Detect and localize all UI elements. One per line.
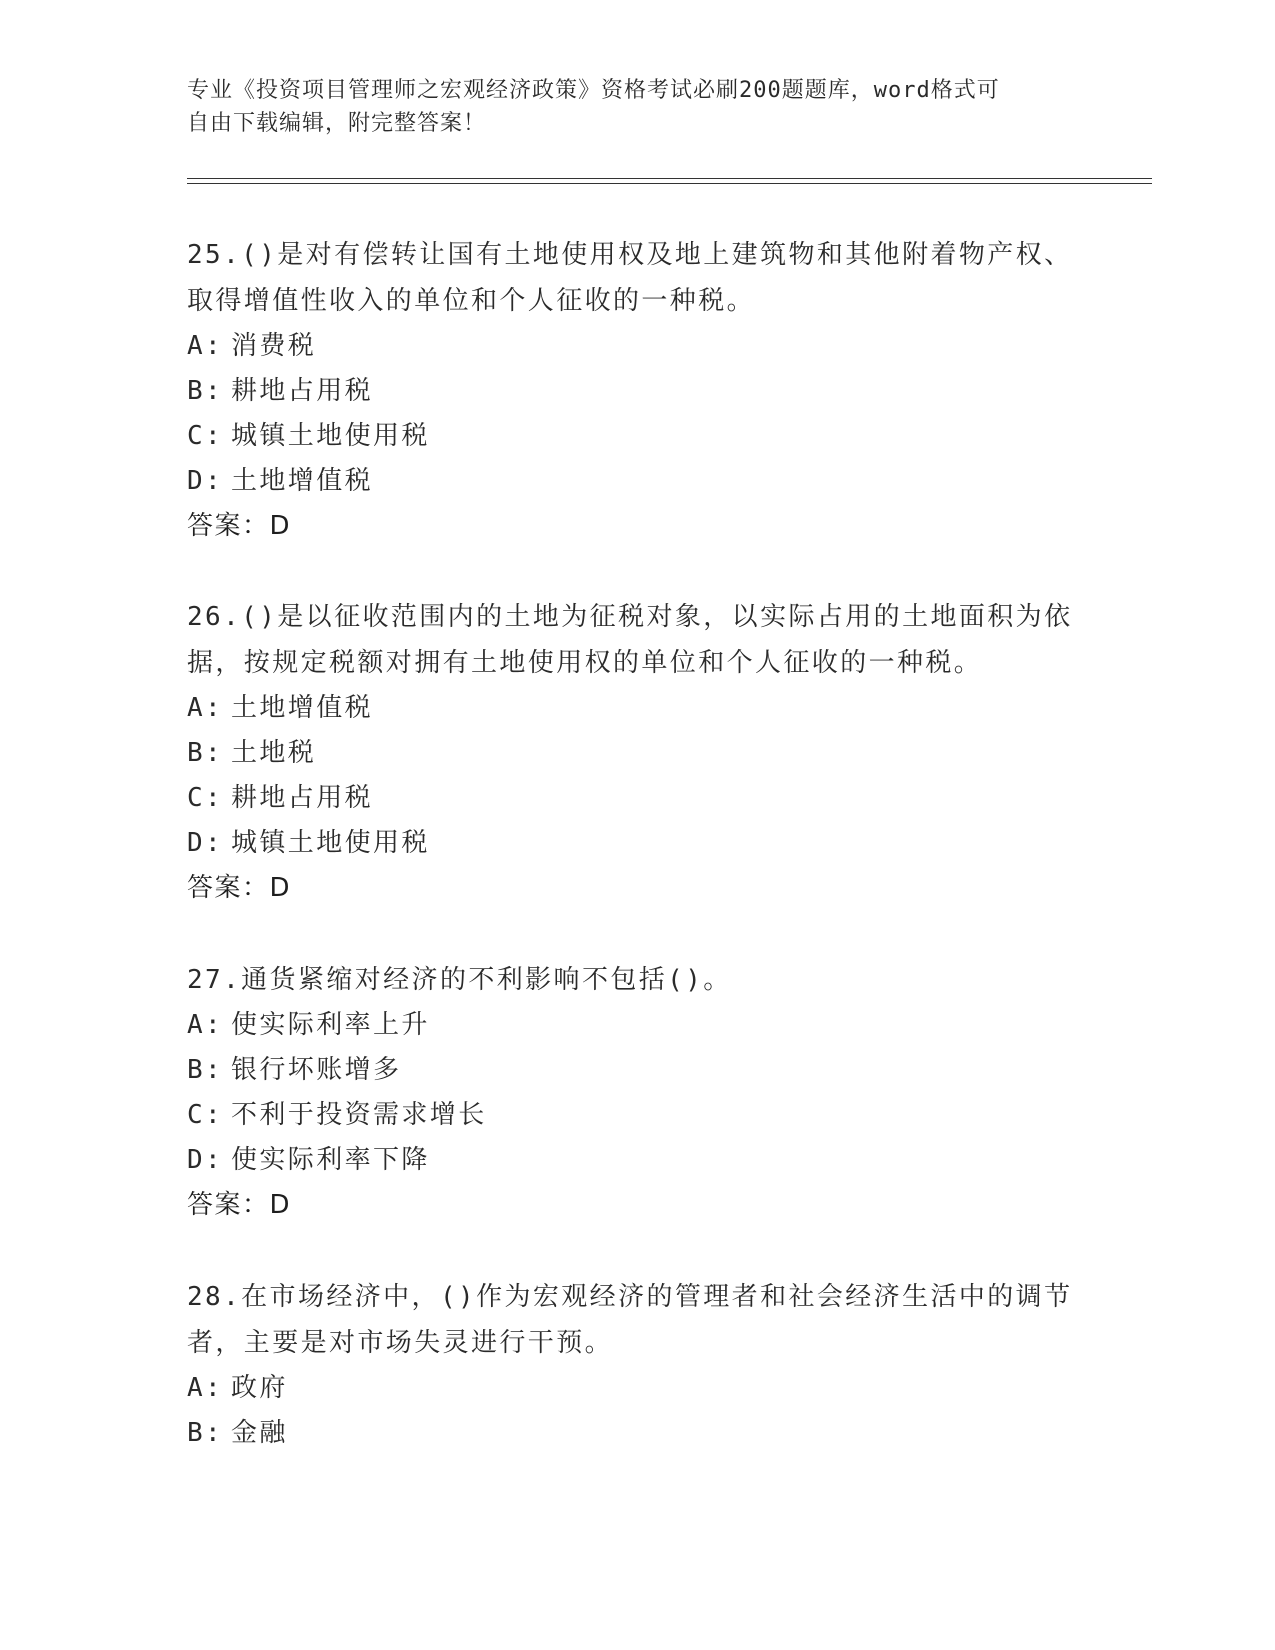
option-key: D: xyxy=(187,1145,224,1175)
question-stem-line-1: 27.通货紧缩对经济的不利影响不包括()。 xyxy=(187,965,732,995)
option-d xyxy=(187,459,1087,504)
question-26 xyxy=(187,594,1087,911)
option-a xyxy=(187,686,1087,731)
option-text: 土地增值税 xyxy=(231,693,374,723)
question-27 xyxy=(187,957,1087,1228)
option-key: C: xyxy=(187,1100,224,1130)
option-text: 不利于投资需求增长 xyxy=(231,1100,487,1130)
header-line-2: 自由下载编辑，附完整答案！ xyxy=(187,111,487,136)
answer-label: 答案：D xyxy=(187,511,292,541)
option-key: C: xyxy=(187,783,224,813)
option-key: A: xyxy=(187,1010,224,1040)
option-key: D: xyxy=(187,828,224,858)
option-text: 使实际利率下降 xyxy=(231,1145,430,1175)
option-text: 城镇土地使用税 xyxy=(231,828,430,858)
option-b xyxy=(187,1411,1087,1456)
option-text: 耕地占用税 xyxy=(231,783,374,813)
option-key: A: xyxy=(187,1373,224,1403)
answer-label: 答案：D xyxy=(187,873,292,903)
option-d xyxy=(187,1138,1087,1183)
option-key: C: xyxy=(187,421,224,451)
document-header xyxy=(187,74,1067,140)
option-text: 政府 xyxy=(231,1373,288,1403)
question-stem-line-1: 25.()是对有偿转让国有土地使用权及地上建筑物和其他附着物产权、 xyxy=(187,240,1073,270)
question-stem xyxy=(187,232,1087,324)
answer-label: 答案：D xyxy=(187,1190,292,1220)
option-b xyxy=(187,731,1087,776)
header-divider-top xyxy=(187,178,1152,179)
option-c xyxy=(187,414,1087,459)
option-text: 土地税 xyxy=(231,738,317,768)
option-c xyxy=(187,776,1087,821)
option-key: D: xyxy=(187,466,224,496)
question-stem-line-2: 据，按规定税额对拥有土地使用权的单位和个人征收的一种税。 xyxy=(187,648,983,678)
question-stem xyxy=(187,957,1087,1003)
option-key: B: xyxy=(187,376,224,406)
option-b xyxy=(187,1048,1087,1093)
option-text: 金融 xyxy=(231,1418,288,1448)
option-key: B: xyxy=(187,738,224,768)
option-text: 耕地占用税 xyxy=(231,376,374,406)
option-text: 使实际利率上升 xyxy=(231,1010,430,1040)
option-key: A: xyxy=(187,693,224,723)
option-key: B: xyxy=(187,1055,224,1085)
question-stem xyxy=(187,594,1087,686)
option-text: 土地增值税 xyxy=(231,466,374,496)
option-a xyxy=(187,1366,1087,1411)
question-stem-line-2: 者，主要是对市场失灵进行干预。 xyxy=(187,1328,614,1358)
header-line-1: 专业《投资项目管理师之宏观经济政策》资格考试必刷200题题库，word格式可 xyxy=(187,78,1000,103)
question-28 xyxy=(187,1274,1087,1456)
option-text: 城镇土地使用税 xyxy=(231,421,430,451)
option-key: B: xyxy=(187,1418,224,1448)
option-a xyxy=(187,324,1087,369)
question-stem-line-1: 26.()是以征收范围内的土地为征税对象，以实际占用的土地面积为依 xyxy=(187,602,1073,632)
question-25 xyxy=(187,232,1087,549)
option-a xyxy=(187,1003,1087,1048)
header-divider-bottom xyxy=(187,183,1152,184)
question-stem xyxy=(187,1274,1087,1366)
option-c xyxy=(187,1093,1087,1138)
question-stem-line-2: 取得增值性收入的单位和个人征收的一种税。 xyxy=(187,286,756,316)
question-stem-line-1: 28.在市场经济中，()作为宏观经济的管理者和社会经济生活中的调节 xyxy=(187,1282,1073,1312)
option-b xyxy=(187,369,1087,414)
option-text: 银行坏账增多 xyxy=(231,1055,402,1085)
option-text: 消费税 xyxy=(231,331,317,361)
option-key: A: xyxy=(187,331,224,361)
option-d xyxy=(187,821,1087,866)
